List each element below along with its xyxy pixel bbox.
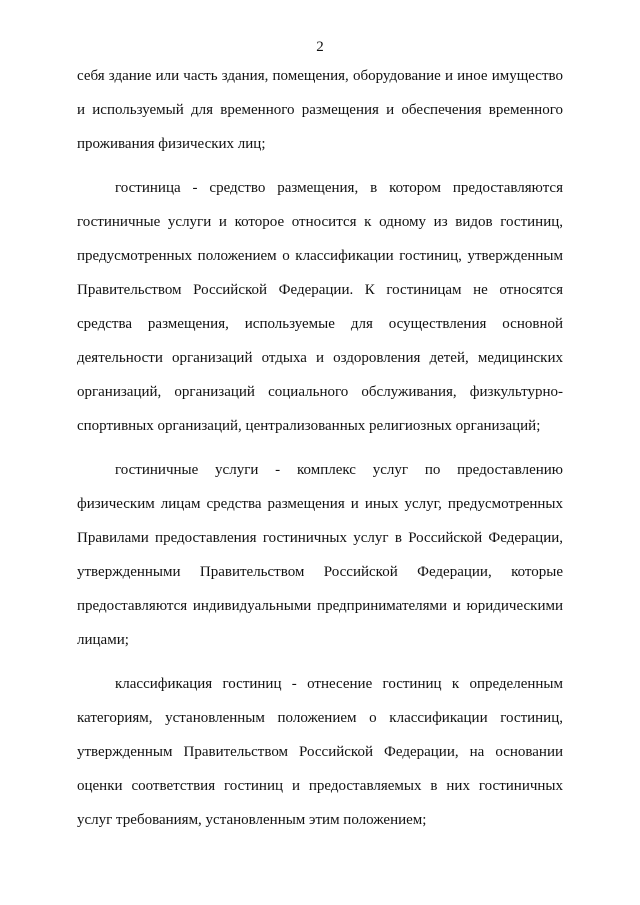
- text-line: деятельности организаций отдыха и оздоровления детей, медицинских: [77, 350, 563, 366]
- document-body: [77, 64, 563, 842]
- text-line: утвержденным Правительством Российской Федерации, на основании: [77, 744, 563, 760]
- text-line: Правительством Российской Федерации. К гостиницам не относятся: [77, 282, 563, 298]
- text-line: категориям, установленным положением о классификации гостиниц,: [77, 710, 563, 726]
- text-line: спортивных организаций, централизованных религиозных организаций;: [77, 418, 541, 434]
- text-line: предоставляются индивидуальными предпринимателями и юридическими: [77, 598, 563, 614]
- text-line: предусмотренных положением о классификации гостиниц, утвержденным: [77, 248, 563, 264]
- text-line: средства размещения, используемые для осуществления основной: [77, 316, 563, 332]
- text-line: утвержденными Правительством Российской Федерации, которые: [77, 564, 563, 580]
- text-line: себя здание или часть здания, помещения, оборудование и иное имущество: [77, 68, 563, 84]
- text-line: гостиничные услуги - комплекс услуг по предоставлению: [115, 462, 563, 478]
- text-line: проживания физических лиц;: [77, 136, 266, 152]
- text-line: гостиничные услуги и которое относится к одному из видов гостиниц,: [77, 214, 563, 230]
- text-line: Правилами предоставления гостиничных услуг в Российской Федерации,: [77, 530, 563, 546]
- text-line: организаций, организаций социального обслуживания, физкультурно-: [77, 384, 563, 400]
- text-line: и используемый для временного размещения и обеспечения временного: [77, 102, 563, 118]
- text-line: классификация гостиниц - отнесение гостиниц к определенным: [115, 676, 563, 692]
- text-line: лицами;: [77, 632, 129, 648]
- text-line: услуг требованиям, установленным этим положением;: [77, 812, 427, 828]
- page-number: 2: [316, 39, 324, 55]
- text-line: оценки соответствия гостиниц и предоставляемых в них гостиничных: [77, 778, 563, 794]
- text-line: физическим лицам средства размещения и иных услуг, предусмотренных: [77, 496, 563, 512]
- text-line: гостиница - средство размещения, в котором предоставляются: [115, 180, 563, 196]
